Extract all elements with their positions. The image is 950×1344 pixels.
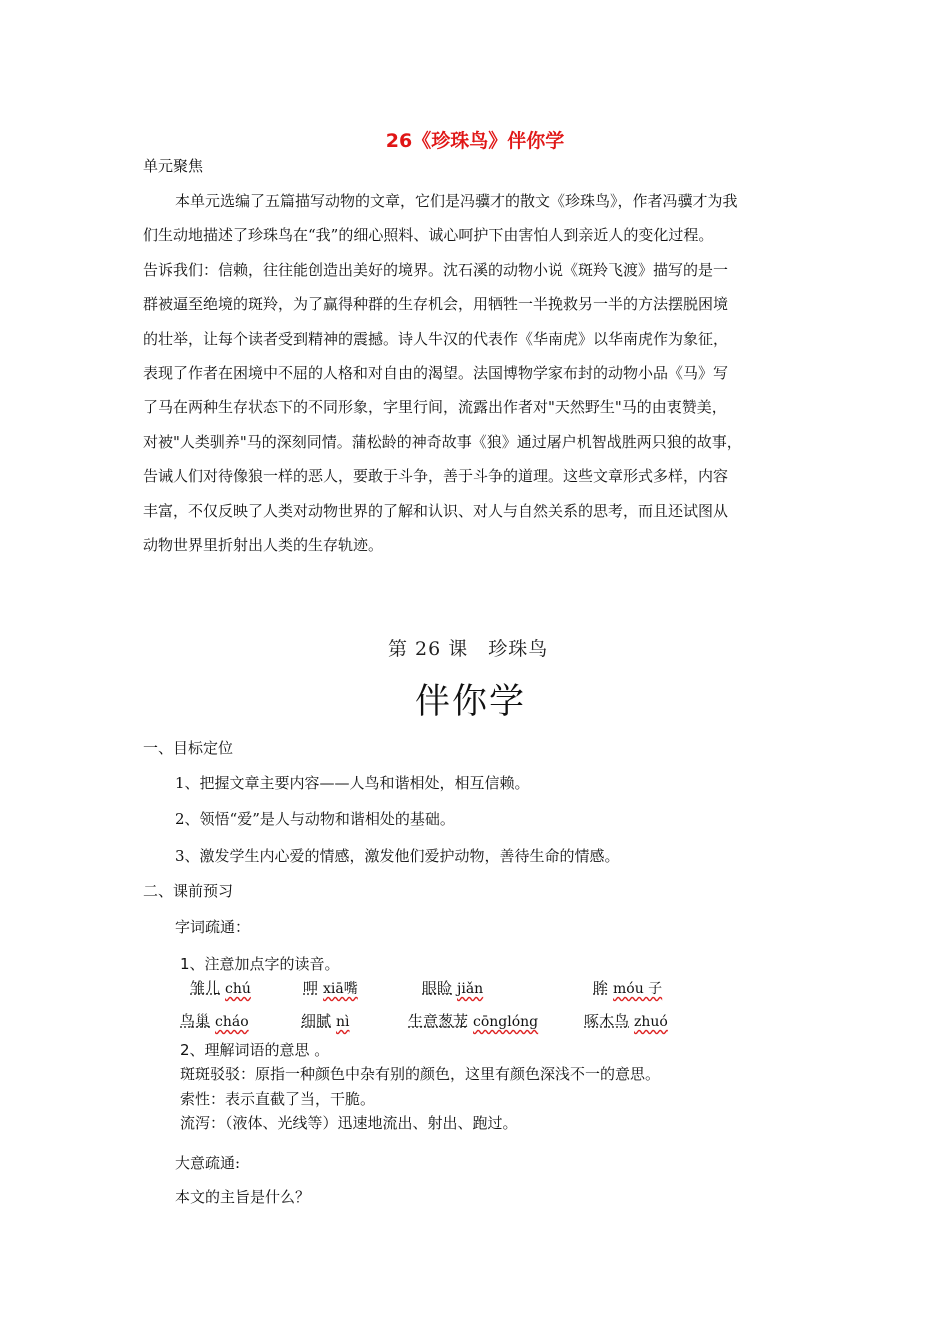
paragraph-line: 告诉我们：信赖，往往能创造出美好的境界。沈石溪的动物小说《斑羚飞渡》描写的是一 [143, 260, 729, 279]
word-definition: 索性：表示直截了当，干脆。 [180, 1090, 376, 1108]
pinyin-word: 鸟巢 [180, 1012, 211, 1030]
goal-item: 2、领悟“爱”是人与动物和谐相处的基础。 [175, 810, 455, 828]
pinyin-entry [180, 1010, 249, 1031]
pinyin-word: 生意葱茏 [408, 1012, 469, 1030]
preview-heading: 二、课前预习 [143, 882, 234, 900]
pinyin-entry [408, 1010, 538, 1031]
pronunciation-instruction: 1、注意加点字的读音。 [180, 955, 340, 973]
pinyin-word: 眸 [593, 979, 609, 997]
pinyin-entry [584, 1010, 668, 1031]
pinyin-entry [593, 977, 662, 998]
banner-subtitle: 伴你学 [415, 682, 527, 722]
pinyin-reading: móu 子 [613, 981, 663, 997]
unit-focus-paragraph [143, 184, 815, 562]
pinyin-reading: cháo [215, 1014, 249, 1030]
paragraph-line: 告诫人们对待像狼一样的恶人，要敢于斗争，善于斗争的道理。这些文章形式多样，内容 [143, 467, 729, 486]
banner-lesson-title: 第 26 课 珍珠鸟 [388, 638, 549, 660]
pinyin-reading: zhuó [634, 1014, 668, 1030]
pinyin-entry [422, 977, 483, 998]
paragraph-line: 的壮举，让每个读者受到精神的震撼。诗人牛汉的代表作《华南虎》以华南虎作为象征， [143, 329, 729, 348]
pinyin-reading: cōnglóng [473, 1014, 539, 1030]
word-definition: 斑斑驳驳：原指一种颜色中杂有别的颜色，这里有颜色深浅不一的意思。 [180, 1065, 661, 1083]
unit-focus-heading: 单元聚焦 [143, 157, 204, 175]
pinyin-reading: chú [225, 981, 251, 997]
pinyin-reading: jiǎn [457, 981, 484, 997]
paragraph-line: 们生动地描述了珍珠鸟在“我”的细心照料、诚心呵护下由害怕人到亲近人的变化过程。 [143, 226, 714, 245]
paragraph-line: 群被逼至绝境的斑羚，为了赢得种群的生存机会，用牺牲一半挽救另一半的方法摆脱困境 [143, 295, 729, 314]
pinyin-reading: xiā嘴 [323, 981, 358, 997]
pinyin-entry [301, 1010, 350, 1031]
word-definition: 流泻：（液体、光线等）迅速地流出、射出、跑过。 [180, 1114, 518, 1132]
paragraph-line: 丰富，不仅反映了人类对动物世界的了解和认识、对人与自然关系的思考，而且还试图从 [143, 501, 729, 520]
goals-heading: 一、目标定位 [143, 739, 234, 757]
word-study-heading: 字词疏通： [175, 918, 251, 936]
paragraph-line: 动物世界里折射出人类的生存轨迹。 [143, 536, 384, 555]
pinyin-reading: nì [336, 1014, 350, 1030]
meaning-heading: 大意疏通: [175, 1154, 241, 1172]
paragraph-line: 表现了作者在困境中不屈的人格和对自由的渴望。法国博物学家布封的动物小品《马》写 [143, 364, 729, 383]
meaning-instruction: 2、理解词语的意思 。 [180, 1041, 330, 1059]
paragraph-line: 对被"人类驯养"马的深刻同情。蒲松龄的神奇故事《狼》通过屠户机智战胜两只狼的故事， [143, 432, 742, 451]
page-title: 26《珍珠鸟》伴你学 [385, 130, 565, 152]
pinyin-entry [190, 977, 251, 998]
pinyin-word: 眼睑 [422, 979, 453, 997]
pinyin-word: 雏儿 [190, 979, 221, 997]
goal-item: 3、激发学生内心爱的情感，激发他们爱护动物，善待生命的情感。 [175, 847, 620, 865]
pinyin-word: 啄木鸟 [584, 1012, 630, 1030]
paragraph-line: 了马在两种生存状态下的不同形象，字里行间，流露出作者对"天然野生"马的由衷赞美， [143, 398, 727, 417]
goal-item: 1、把握文章主要内容——人鸟和谐相处，相互信赖。 [175, 774, 530, 792]
pinyin-word: 细腻 [301, 1012, 332, 1030]
paragraph-line: 本单元选编了五篇描写动物的文章，它们是冯骥才的散文《珍珠鸟》，作者冯骥才为我 [175, 192, 738, 210]
main-idea-question: 本文的主旨是什么？ [175, 1188, 311, 1206]
pinyin-entry [303, 977, 358, 998]
pinyin-word: 呷 [303, 979, 319, 997]
